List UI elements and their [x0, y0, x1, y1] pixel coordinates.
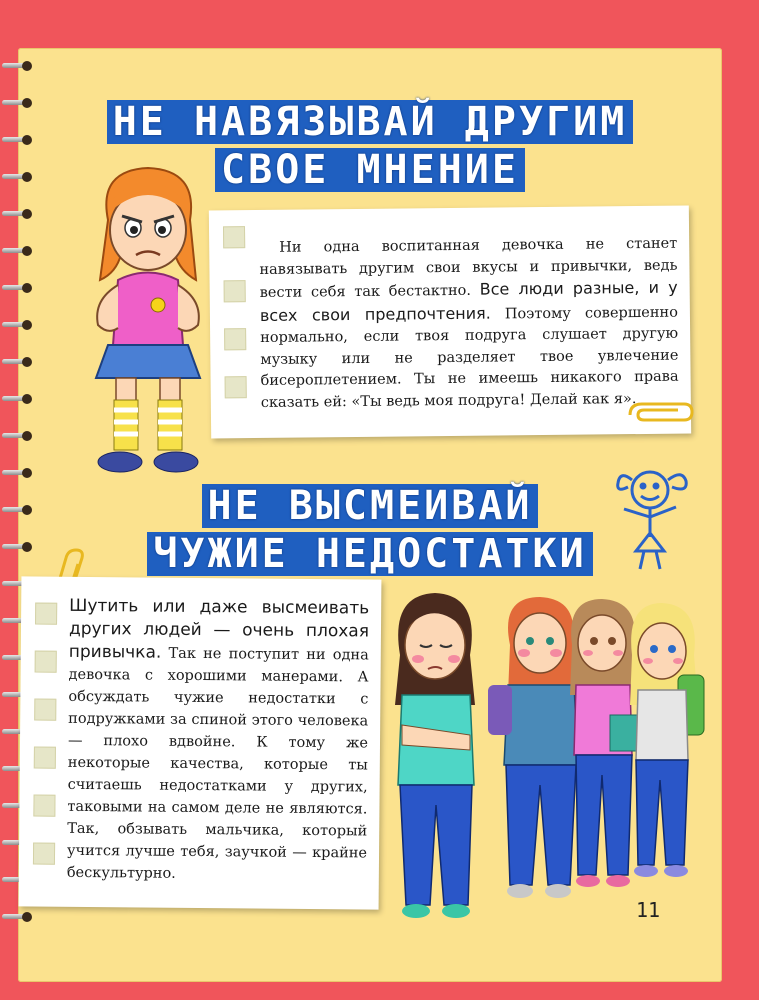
checkbox-decoration [224, 328, 246, 350]
paragraph-lead: Шутить или даже высмеивать других людей — очень плохая привычка. [68, 595, 370, 663]
checkbox-decoration [34, 747, 56, 769]
heading-line: НЕ ВЫСМЕИВАЙ [202, 484, 539, 528]
spiral-ring [2, 541, 36, 553]
spiral-ring [2, 282, 36, 294]
spiral-ring [2, 319, 36, 331]
spiral-ring [2, 504, 36, 516]
paperclip-icon [626, 400, 696, 430]
checkbox-decoration [33, 843, 55, 865]
spiral-ring [2, 430, 36, 442]
paragraph-impose [259, 234, 679, 414]
page-number: 11 [636, 898, 661, 922]
paragraph-body: Так не поступит ни одна девочка с хорошими манерами. А обсуждать чужие недостатки с подружками за спиной этого человека — плохо вдвойне. К тому же некоторые качества, которые ты считаешь недостатками у других, таковыми на самом деле не являются. Так, обзывать мальчика, который учится лучше тебя, заучкой — крайне бескультурно. [66, 645, 369, 882]
paragraph-part: Поэтому совершенно нормально, если твоя подруга слушает другую музыку или не разделяет твое увлечение бисероплетением. Ты не имеешь никакого права сказать ей: «Ты ведь моя подруга! Делай как я». [260, 304, 679, 411]
spiral-ring [2, 245, 36, 257]
checkbox-decoration [224, 280, 246, 302]
heading-dont-mock [140, 482, 600, 578]
note-card-2 [19, 576, 382, 909]
spiral-ring [2, 97, 36, 109]
heading-line: ЧУЖИЕ НЕДОСТАТКИ [147, 532, 592, 576]
checkbox-decoration [35, 603, 57, 625]
spiral-ring [2, 911, 36, 923]
paragraph-mock [67, 595, 370, 887]
angry-girl-illustration [78, 160, 218, 490]
checkbox-decoration [33, 795, 55, 817]
checkbox-decoration [225, 376, 247, 398]
spiral-ring [2, 467, 36, 479]
spiral-ring [2, 393, 36, 405]
spiral-ring [2, 356, 36, 368]
checkbox-decoration [34, 699, 56, 721]
checkbox-decoration [35, 651, 57, 673]
spiral-ring [2, 171, 36, 183]
girls-gossiping-illustration [380, 585, 710, 930]
spiral-ring [2, 134, 36, 146]
checkbox-decoration [223, 226, 245, 248]
stick-figure-doodle [610, 465, 695, 575]
heading-line: НЕ НАВЯЗЫВАЙ ДРУГИМ [107, 100, 634, 144]
heading-line: СВОЕ МНЕНИЕ [215, 148, 525, 192]
note-card-1 [209, 205, 691, 438]
spiral-ring [2, 208, 36, 220]
spiral-ring [2, 60, 36, 72]
paragraph-part: Ни одна воспитанная девочка не станет навязывать другим свои вкусы и привычки, ведь вести себя так бестактно. [259, 235, 678, 301]
paragraph-emphasis: Все люди разные, и у всех свои предпочтения. [259, 277, 678, 325]
